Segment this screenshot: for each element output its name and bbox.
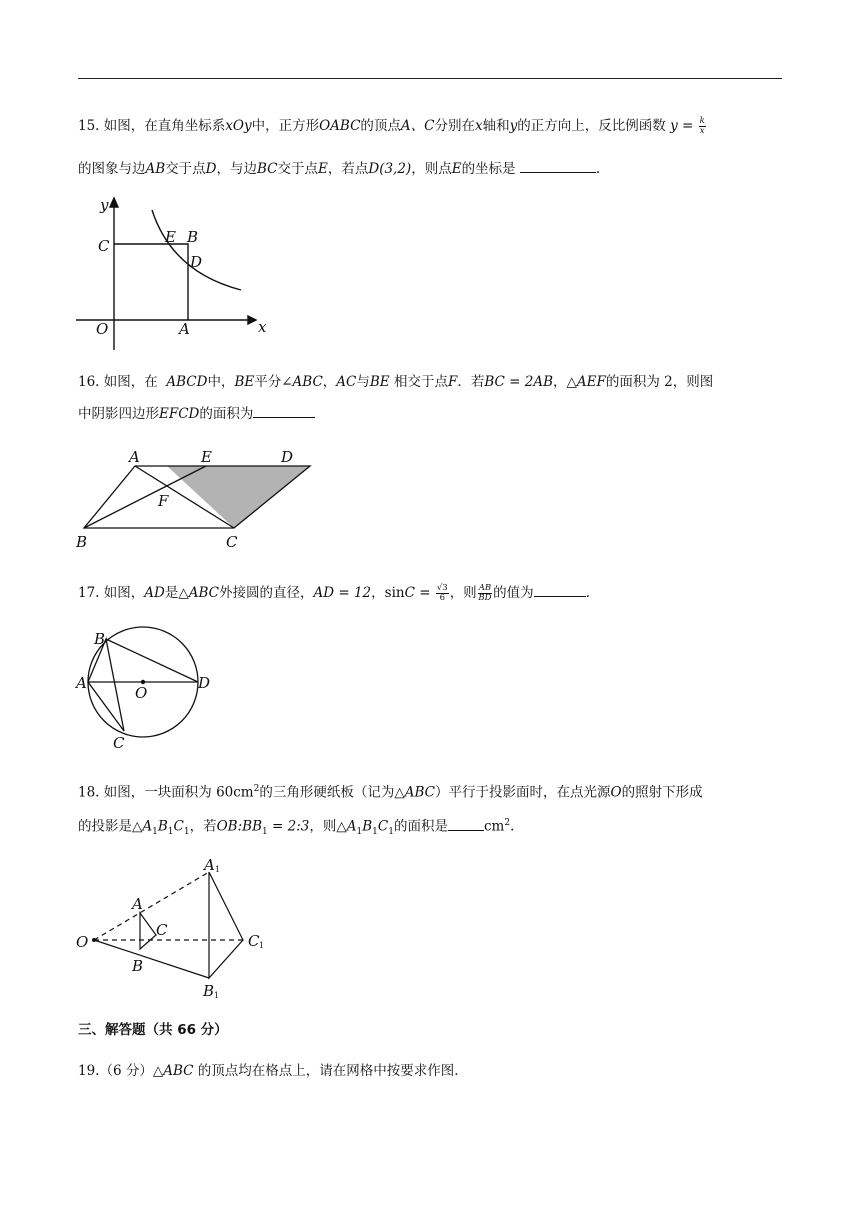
q18-sub: 1: [372, 827, 378, 838]
q16-text: 与: [356, 374, 370, 390]
label-O: O: [96, 320, 109, 338]
q16-math: ABCD: [166, 374, 208, 390]
q16-text: ，: [322, 374, 337, 390]
triangle-abc: [88, 639, 124, 731]
q15-figure: [76, 192, 276, 352]
q19-number: 19.: [78, 1063, 100, 1079]
q18-line1: [78, 779, 782, 803]
q16-text: ，△: [553, 374, 577, 390]
q15-text: 的顶点: [360, 118, 401, 134]
header-rule: [78, 78, 782, 79]
q15-math: OABC: [319, 118, 361, 134]
q18-text: 的三角形硬纸板（记为△: [259, 784, 405, 801]
q18-figure: [76, 852, 276, 1002]
q19-line: [78, 1061, 782, 1081]
q15-text: 交于点: [165, 161, 206, 177]
q18-line2: [78, 813, 782, 842]
q15-math: E: [451, 161, 462, 177]
q16-line2: [78, 403, 782, 424]
label-C1: C: [248, 932, 260, 950]
triangle-a1b1c1: [209, 872, 243, 978]
q17-text: 是△: [164, 585, 189, 601]
label-C: C: [156, 921, 168, 939]
q15-text: 中，正方形: [251, 118, 320, 134]
q15-number: 15.: [78, 118, 100, 134]
q19-text: （6 分）△: [99, 1063, 164, 1079]
q15-text: 的坐标是: [461, 161, 516, 177]
q19-math: ABC: [163, 1063, 194, 1079]
q18-sub: 1: [388, 827, 394, 838]
q15-math: E: [318, 161, 328, 177]
label-x: x: [258, 318, 267, 336]
q16-text: 的面积为: [199, 406, 254, 422]
q16-text: 平分∠: [254, 374, 293, 390]
q17-frac-num: √3: [436, 583, 448, 593]
q18-sup: 2: [253, 784, 260, 794]
q16-text: 的面积为 2，则图: [605, 374, 714, 390]
q17-line: [78, 582, 782, 603]
answer-blank[interactable]: [253, 403, 315, 418]
q18-math: = 2:3: [267, 818, 310, 835]
label-B: B: [187, 228, 199, 246]
q18-text: .: [510, 818, 515, 835]
q16-figure: [76, 446, 316, 556]
q15-frac-den: x: [699, 126, 705, 136]
q15-text: 如图，在直角坐标系: [103, 118, 226, 134]
q18-text: ，若: [189, 818, 217, 835]
q18-sub: 1: [167, 827, 174, 838]
q18-text: ）平行于投影面时，在点光源: [435, 784, 611, 801]
q19-text: 的顶点均在格点上，请在网格中按要求作图.: [197, 1063, 459, 1079]
label-D: D: [281, 448, 294, 466]
q17-math: C: [404, 585, 415, 601]
q18-text: 如图，一块面积为 60cm: [103, 784, 254, 801]
q15-fraction: [699, 117, 706, 136]
label-A1-sub: 1: [215, 865, 221, 874]
square-oabc: [114, 244, 188, 320]
label-E: E: [201, 448, 212, 466]
q16-math: EFCD: [159, 406, 200, 422]
q16-text: 相交于点: [393, 374, 448, 390]
q17-frac-num: AB: [478, 583, 492, 593]
section-heading: 三、解答题（共 66 分）: [78, 1022, 228, 1038]
q15-math: A、C: [400, 118, 435, 134]
q18-text: cm: [483, 818, 505, 835]
q16-math: AC: [336, 374, 357, 390]
q18-math: C: [377, 818, 389, 835]
q17-text: =: [414, 585, 431, 601]
label-A: A: [132, 895, 143, 913]
segment-be: [84, 466, 206, 528]
label-C: C: [226, 533, 238, 551]
q15-text: ，与边: [216, 161, 257, 177]
q15-text: 分别在: [434, 118, 476, 134]
q15-text: ，则点: [411, 161, 452, 177]
label-F: F: [158, 492, 169, 510]
label-B: B: [132, 957, 144, 975]
q16-number: 16.: [78, 374, 100, 390]
q17-math: AD: [144, 585, 165, 601]
y-axis-arrow: [110, 198, 118, 207]
q15-math: y: [509, 118, 518, 134]
q17-text: ，则: [449, 585, 477, 601]
label-D: D: [198, 674, 211, 692]
label-A1: A: [204, 856, 215, 874]
label-A: A: [129, 448, 140, 466]
q15-text: 的正方向上，反比例函数: [517, 118, 666, 134]
q17-text: .: [585, 585, 590, 601]
q16-math: BC = 2AB: [484, 374, 553, 390]
q18-sub: 1: [262, 827, 268, 838]
q18-math: C: [173, 818, 184, 835]
q15-text: 的图象与边: [78, 161, 146, 177]
q17-text: 的值为: [493, 585, 534, 601]
q18-sup: 2: [504, 818, 511, 828]
q16-line1: [78, 372, 782, 392]
q15-math: AB: [145, 161, 166, 177]
q17-text: 外接圆的直径，: [219, 585, 314, 601]
label-B1: B: [203, 982, 215, 1000]
label-O: O: [76, 933, 89, 951]
q16-math: F: [447, 374, 458, 390]
label-C: C: [113, 734, 125, 752]
label-C1-sub: 1: [259, 941, 265, 950]
q17-math: AD = 12: [313, 585, 372, 601]
q18-sub: 1: [152, 827, 158, 838]
q18-text: 的面积是: [393, 818, 448, 835]
q17-frac-den: 6: [439, 593, 445, 603]
label-y: y: [100, 196, 109, 214]
label-O: O: [135, 684, 148, 702]
hyperbola-curve: [152, 210, 241, 290]
q17-number: 17.: [78, 585, 100, 601]
q16-math: ABC: [292, 374, 323, 390]
q17-text: 如图，: [103, 585, 145, 601]
q18-text: 的照射下形成: [621, 784, 703, 801]
q15-text: 轴和: [482, 118, 510, 134]
q17-figure: [76, 622, 226, 752]
q18-math: A: [346, 818, 357, 835]
light-source-o: [92, 938, 96, 942]
q17-text: ，sin: [371, 585, 405, 601]
q15-math: x: [475, 118, 483, 134]
q18-math: OB:BB: [216, 818, 262, 835]
q16-math: BE: [369, 374, 390, 390]
q15-math: BC: [257, 161, 278, 177]
q16-text: 中，: [207, 374, 235, 390]
label-B: B: [76, 533, 88, 551]
q18-text: ，则△: [309, 818, 347, 835]
q18-number: 18.: [78, 784, 100, 801]
q16-math: AEF: [576, 374, 606, 390]
q18-math: B: [362, 818, 373, 835]
q15-text: 交于点: [277, 161, 319, 177]
x-axis-arrow: [248, 316, 256, 324]
answer-blank[interactable]: [534, 582, 586, 597]
q18-sub: 1: [356, 827, 363, 838]
q16-text: 中阴影四边形: [78, 406, 159, 422]
label-B1-sub: 1: [214, 991, 220, 1000]
triangle-abc: [140, 913, 156, 949]
q18-math: O: [610, 784, 622, 801]
q15-math: xOy: [225, 118, 252, 134]
label-E: E: [165, 228, 176, 246]
ray-ob1: [94, 940, 209, 978]
q16-text: 如图，在: [103, 374, 158, 390]
label-C: C: [98, 237, 110, 255]
q15-math: y =: [670, 118, 694, 134]
q17-fraction-sinc: [436, 584, 449, 603]
answer-blank[interactable]: [520, 158, 596, 173]
q16-math: BE: [234, 374, 255, 390]
label-B: B: [94, 630, 106, 648]
q18-math: A: [142, 818, 153, 835]
q15-line1: [78, 116, 782, 136]
q15-line2: [78, 158, 782, 179]
q16-text: ．若: [457, 374, 485, 390]
q18-math: ABC: [404, 784, 435, 801]
answer-blank[interactable]: [448, 816, 484, 831]
label-D: D: [190, 253, 203, 271]
q18-math: B: [157, 818, 168, 835]
q15-text: .: [595, 161, 601, 177]
label-A: A: [179, 320, 190, 338]
q17-fraction-ab-bd: [478, 584, 492, 603]
q18-sub: 1: [183, 827, 190, 838]
q17-math: ABC: [188, 585, 219, 601]
label-A: A: [76, 674, 87, 692]
q15-math: D(3,2): [368, 161, 412, 177]
q15-text: ，若点: [327, 161, 369, 177]
q15-frac-num: k: [699, 116, 705, 126]
q15-math: D: [205, 161, 217, 177]
q18-text: 的投影是△: [78, 818, 143, 835]
q17-frac-den: BD: [478, 593, 492, 603]
